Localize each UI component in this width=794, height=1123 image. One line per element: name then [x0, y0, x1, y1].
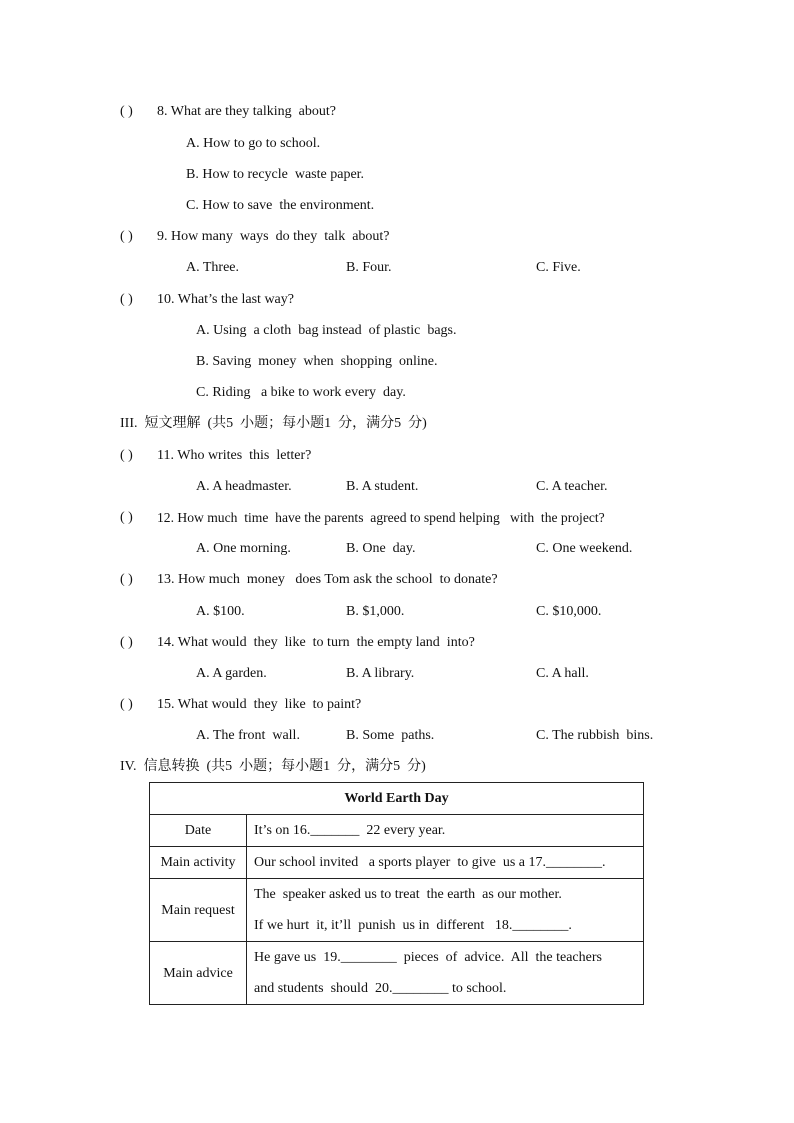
main-request-line-2: If we hurt it, it’ll punish us in different 18.________.: [254, 918, 572, 933]
q11-option-b: B. A student.: [346, 479, 419, 494]
q8-option-c: C. How to save the environment.: [186, 198, 375, 213]
table-row: [150, 879, 644, 942]
q10-option-b: B. Saving money when shopping online.: [196, 354, 438, 369]
q10-option-a: A. Using a cloth bag instead of plastic bags.: [196, 323, 457, 338]
main-activity-line: Our school invited a sports player to give us a 17.________.: [254, 855, 606, 870]
question-13: 13. How much money does Tom ask the school to donate?: [157, 572, 498, 587]
q15-option-c: C. The rubbish bins.: [536, 728, 654, 743]
table-row: [150, 847, 644, 879]
answer-paren-q12: ( ): [120, 510, 133, 525]
table-title: World Earth Day: [150, 783, 644, 815]
main-advice-line-1: He gave us 19.________ pieces of advice. All the teachers: [254, 950, 602, 965]
table-title-row: [150, 783, 644, 815]
q13-option-a: A. $100.: [196, 604, 245, 619]
question-10: 10. What’s the last way?: [157, 292, 294, 307]
answer-paren-q11: ( ): [120, 448, 133, 463]
answer-paren-q9: ( ): [120, 229, 133, 244]
q9-option-b: B. Four.: [346, 260, 392, 275]
question-11: 11. Who writes this letter?: [157, 448, 312, 463]
row-label-main-activity: Main activity: [150, 847, 247, 879]
q9-option-a: A. Three.: [186, 260, 239, 275]
answer-paren-q13: ( ): [120, 572, 133, 587]
question-14: 14. What would they like to turn the empty land into?: [157, 635, 475, 650]
q11-option-a: A. A headmaster.: [196, 479, 292, 494]
answer-paren-q8: ( ): [120, 104, 133, 119]
question-8: 8. What are they talking about?: [157, 104, 336, 119]
q9-option-c: C. Five.: [536, 260, 581, 275]
row-label-main-advice: Main advice: [150, 942, 247, 1005]
date-line: It’s on 16._______ 22 every year.: [254, 823, 446, 838]
answer-paren-q10: ( ): [120, 292, 133, 307]
row-label-date: Date: [150, 815, 247, 847]
q12-option-b: B. One day.: [346, 541, 416, 556]
q15-option-b: B. Some paths.: [346, 728, 435, 743]
row-content-date: [247, 815, 644, 847]
row-content-main-activity: [247, 847, 644, 879]
q8-option-b: B. How to recycle waste paper.: [186, 167, 365, 182]
q14-option-c: C. A hall.: [536, 666, 589, 681]
q15-option-a: A. The front wall.: [196, 728, 300, 743]
q12-option-a: A. One morning.: [196, 541, 291, 556]
section-4-heading: IV. 信息转换 (共5 小题；每小题1 分，满分5 分): [120, 759, 426, 774]
main-request-line-1: The speaker asked us to treat the earth as our mother.: [254, 887, 562, 902]
q10-option-c: C. Riding a bike to work every day.: [196, 385, 406, 400]
q14-option-a: A. A garden.: [196, 666, 267, 681]
row-label-main-request: Main request: [150, 879, 247, 942]
q8-option-a: A. How to go to school.: [186, 136, 321, 151]
row-content-main-request: [247, 879, 644, 942]
table-row: [150, 815, 644, 847]
table-row: [150, 942, 644, 1005]
earth-day-info-table: [149, 782, 644, 1005]
section-3-heading: III. 短文理解 (共5 小题；每小题1 分，满分5 分): [120, 416, 427, 431]
q11-option-c: C. A teacher.: [536, 479, 608, 494]
question-9: 9. How many ways do they talk about?: [157, 229, 390, 244]
row-content-main-advice: [247, 942, 644, 1005]
question-12: 12. How much time have the parents agreed to spend helping with the project?: [157, 510, 605, 525]
q13-option-b: B. $1,000.: [346, 604, 405, 619]
answer-paren-q14: ( ): [120, 635, 133, 650]
q14-option-b: B. A library.: [346, 666, 415, 681]
q12-option-c: C. One weekend.: [536, 541, 633, 556]
answer-paren-q15: ( ): [120, 697, 133, 712]
q13-option-c: C. $10,000.: [536, 604, 602, 619]
main-advice-line-2: and students should 20.________ to school.: [254, 981, 507, 996]
question-15: 15. What would they like to paint?: [157, 697, 362, 712]
